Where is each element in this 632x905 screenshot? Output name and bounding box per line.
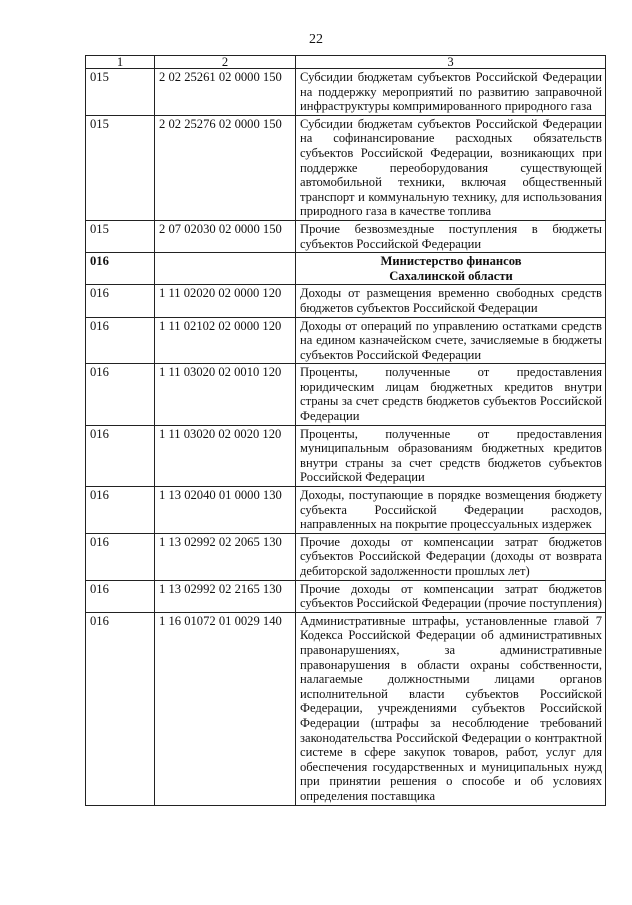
admin-code-cell: 016 xyxy=(86,285,155,317)
description-cell: Проценты, полученные от предоставления муниципальным образованиям бюджетных кредитов внутри страны за счет средств бюджетов субъектов Российской Федерации xyxy=(296,425,606,486)
description-cell: Административные штрафы, установленные главой 7 Кодекса Российской Федерации об административных правонарушениях, за административные правонарушения в области охраны собственности, налагаемые должностными лицами органов исполнительной власти субъектов Российской Федерации, учреждениями субъектов Российской Федерации (штрафы за несоблюдение требований законодательства Российской Федерации о контрактной системе в сфере закупок товаров, работ, услуг для обеспечения государственных и муниципальных нужд при принятии решения о способе и об условиях определения поставщика xyxy=(296,612,606,805)
description-cell: Доходы от операций по управлению остатками средств на едином казначейском счете, зачисляемые в бюджеты субъектов Российской Федерации xyxy=(296,317,606,364)
description-cell: Прочие доходы от компенсации затрат бюджетов субъектов Российской Федерации (доходы от возврата дебиторской задолженности прошлых лет) xyxy=(296,533,606,580)
budget-code-cell: 1 11 02020 02 0000 120 xyxy=(155,285,296,317)
admin-code-cell: 016 xyxy=(86,364,155,425)
table-row xyxy=(86,533,606,580)
revenue-classification-table xyxy=(85,55,606,806)
table-header-row xyxy=(86,56,606,69)
admin-code-cell: 016 xyxy=(86,317,155,364)
budget-code-cell: 2 02 25276 02 0000 150 xyxy=(155,115,296,220)
admin-code-cell: 015 xyxy=(86,220,155,252)
description-cell: Проценты, полученные от предоставления юридическим лицам бюджетных кредитов внутри страны за счет средств бюджетов субъектов Российской Федерации xyxy=(296,364,606,425)
column-header-1: 1 xyxy=(86,56,155,69)
budget-code-cell: 1 11 02102 02 0000 120 xyxy=(155,317,296,364)
budget-code-cell: 2 02 25261 02 0000 150 xyxy=(155,69,296,116)
description-cell: Субсидии бюджетам субъектов Российской Федерации на поддержку мероприятий по развитию заправочной инфраструктуры компримированного природного газа xyxy=(296,69,606,116)
admin-code-cell: 016 xyxy=(86,533,155,580)
description-cell: Доходы от размещения временно свободных средств бюджетов субъектов Российской Федерации xyxy=(296,285,606,317)
budget-code-cell: 1 13 02992 02 2065 130 xyxy=(155,533,296,580)
table-row xyxy=(86,364,606,425)
admin-code-cell: 015 xyxy=(86,69,155,116)
table-row xyxy=(86,115,606,220)
description-cell: Прочие доходы от компенсации затрат бюджетов субъектов Российской Федерации (прочие поступления) xyxy=(296,580,606,612)
description-cell: Доходы, поступающие в порядке возмещения бюджету субъекта Российской Федерации расходов, направленных на покрытие процессуальных издержек xyxy=(296,487,606,534)
budget-code-cell: 1 16 01072 01 0029 140 xyxy=(155,612,296,805)
table-row xyxy=(86,425,606,486)
budget-code-cell: 2 07 02030 02 0000 150 xyxy=(155,220,296,252)
column-header-2: 2 xyxy=(155,56,296,69)
admin-code-cell: 016 xyxy=(86,253,155,285)
ministry-name-cell xyxy=(296,253,606,285)
ministry-header-row xyxy=(86,253,606,285)
admin-code-cell: 015 xyxy=(86,115,155,220)
description-cell: Прочие безвозмездные поступления в бюджеты субъектов Российской Федерации xyxy=(296,220,606,252)
budget-code-cell xyxy=(155,253,296,285)
table-row xyxy=(86,487,606,534)
page-number: 22 xyxy=(309,32,323,47)
admin-code-cell: 016 xyxy=(86,487,155,534)
admin-code-cell: 016 xyxy=(86,425,155,486)
ministry-name-line-2: Сахалинской области xyxy=(389,268,513,283)
table-row xyxy=(86,580,606,612)
budget-code-cell: 1 13 02040 01 0000 130 xyxy=(155,487,296,534)
table-row xyxy=(86,220,606,252)
ministry-name-line-1: Министерство финансов xyxy=(380,254,522,269)
column-header-3: 3 xyxy=(296,56,606,69)
admin-code-cell: 016 xyxy=(86,580,155,612)
table-row xyxy=(86,69,606,116)
admin-code-cell: 016 xyxy=(86,612,155,805)
budget-code-cell: 1 11 03020 02 0010 120 xyxy=(155,364,296,425)
description-cell: Субсидии бюджетам субъектов Российской Федерации на софинансирование расходных обязательств субъектов Российской Федерации, возникающих при поддержке переоборудования существующей автомобильной техники, включая общественный транспорт и коммунальную технику, для использования природного газа в качестве топлива xyxy=(296,115,606,220)
table-row xyxy=(86,317,606,364)
budget-code-cell: 1 13 02992 02 2165 130 xyxy=(155,580,296,612)
table-row xyxy=(86,285,606,317)
budget-code-cell: 1 11 03020 02 0020 120 xyxy=(155,425,296,486)
table-row xyxy=(86,612,606,805)
